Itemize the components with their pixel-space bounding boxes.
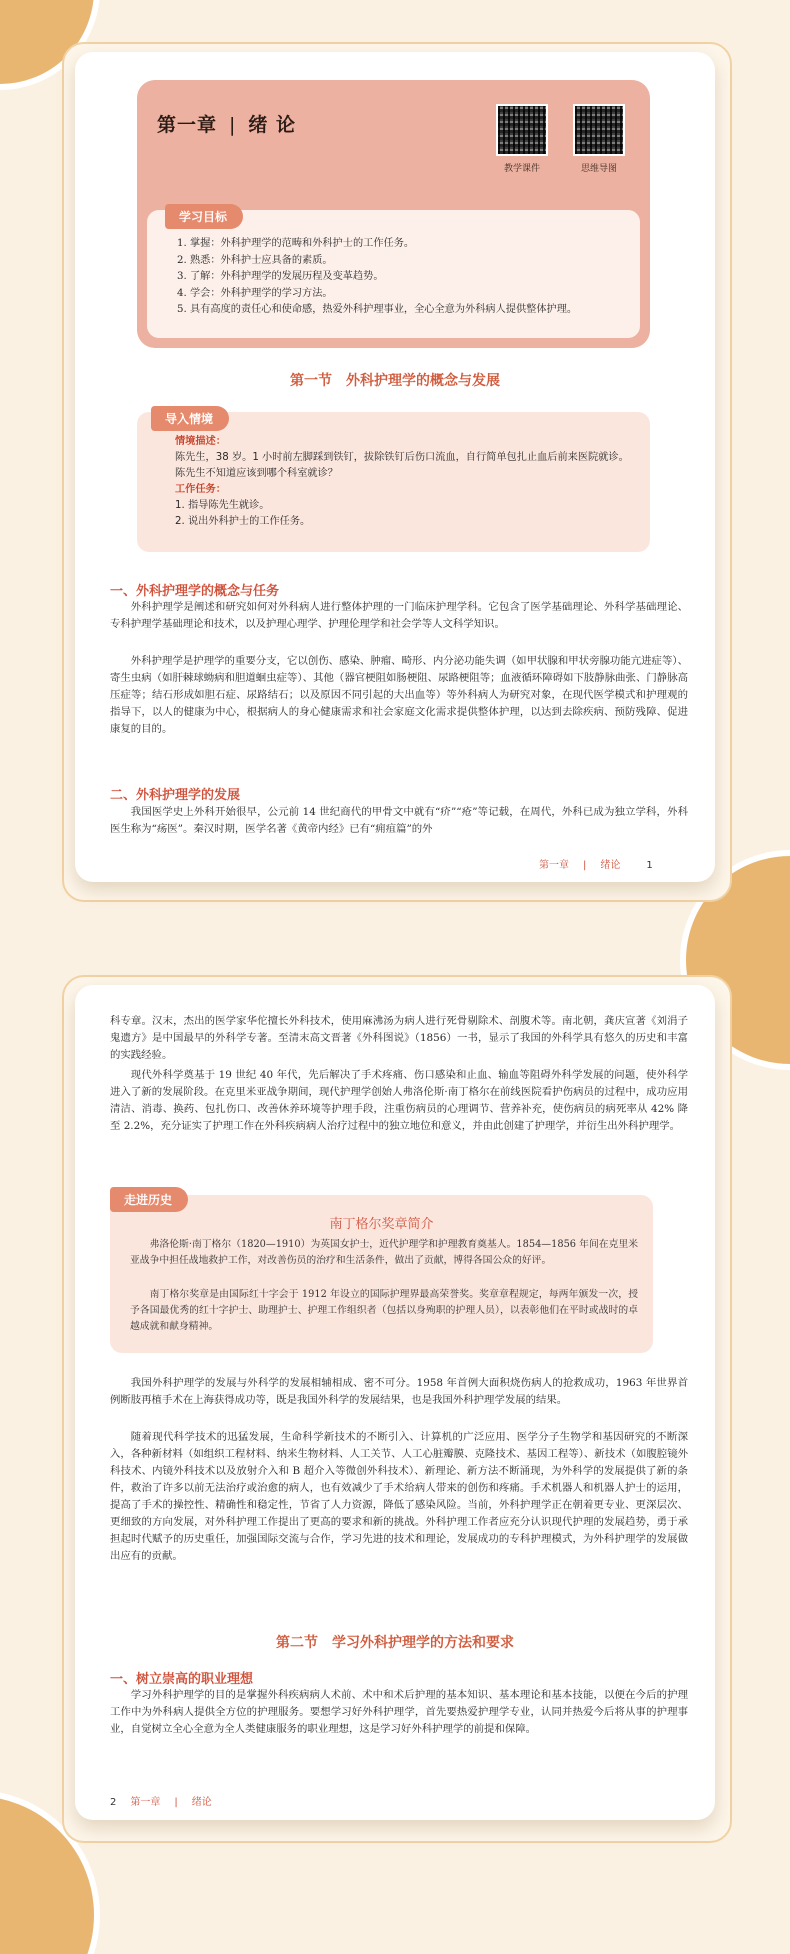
learning-objectives-tag: 学习目标 (165, 204, 243, 229)
chapter-title (157, 110, 296, 137)
scenario-text: 陈先生，38 岁。1 小时前左脚踩到铁钉，拔除铁钉后伤口流血，自行简单包扎止血后前来医院就诊。陈先生不知道应该到哪个科室就诊？ (175, 452, 629, 479)
page-number: 2 (110, 1797, 117, 1808)
footer-chapter: 第一章 (539, 860, 569, 871)
footer-title: 绪论 (600, 860, 621, 871)
footer-chapter: 第一章 (130, 1797, 161, 1808)
objective-item: 5. 具有高度的责任心和使命感，热爱外科护理事业，全心全意为外科病人提供整体护理。 (177, 304, 578, 315)
paragraph: 随着现代科学技术的迅猛发展，生命科学新技术的不断引入、计算机的广泛应用、医学分子生物学和基因研究的不断深入，各种新材料（如组织工程材料、纳米生物材料、人工关节、人工心脏瓣膜、克隆技术、基因工程等）、新技术（如腹腔镜外科技术、内镜外科技术以及放射介入和 B 超介入等微创外科技术）、新理论、新方法不断涌现，为外科学的发展提供了新的条件，救治了许多以前无法治疗或治愈的病人，也有效减少了手术给病人带来的创伤和疼痛。手术机器人和机器人护士的运用，提高了手术的操控性、精确性和稳定性，节省了人力资源，降低了感染风险。当前，外科护理学正在朝着更专业、更深层次、更细致的方向发展，对外科护理工作提出了更高的要求和新的挑战。外科护理工作者应充分认识现代护理的发展趋势，勇于承担起时代赋予的历史重任，加强国际交流与合作，学习先进的技术和理论，发展成功的专科护理模式，为外科护理学的发展做出应有的贡献。 (110, 1431, 688, 1562)
learning-objectives-box (147, 210, 640, 338)
qr-mind-map[interactable] (569, 104, 629, 174)
qr-label: 思维导图 (580, 164, 617, 174)
qr-label: 教学课件 (503, 164, 540, 174)
section-title: 第二节 学习外科护理学的方法和要求 (276, 1635, 514, 1651)
heading-development: 二、外科护理学的发展 (110, 788, 241, 803)
chapter-name: 绪 论 (248, 114, 297, 136)
footer-separator: | (174, 1797, 178, 1808)
history-tag: 走进历史 (110, 1187, 188, 1212)
paragraph: 现代外科学奠基于 19 世纪 40 年代，先后解决了手术疼痛、伤口感染和止血、输血等阻碍外科学发展的问题，使外科学进入了新的发展阶段。在克里米亚战争期间，现代护理学创始人弗洛伦斯·南丁格尔在前线医院看护伤病员的过程中，成功应用清洁、消毒、换药、包扎伤口、改善休养环境等护理手段，注重伤病员的心理调节、营养补充，使伤病员的病死率从 42% 降至 2.2%，充分证实了护理工作在外科疾病病人治疗过程中的独立地位和意义，并由此创建了护理学，并衍生出外科护理学。 (110, 1069, 688, 1132)
chapter-number: 第一章 (157, 114, 218, 136)
paragraph: 科专章。汉末，杰出的医学家华佗擅长外科技术，使用麻沸汤为病人进行死骨剔除术、剖腹术等。南北朝，龚庆宣著《刘涓子鬼遗方》是中国最早的外科学专著。至清末高文晋著《外科图说》（1856）一书，显示了我国的外科学具有悠久的历史和丰富的实践经验。 (110, 1015, 688, 1061)
history-title: 南丁格尔奖章简介 (329, 1217, 434, 1232)
paragraph: 外科护理学是阐述和研究如何对外科病人进行整体护理的一门临床护理学科。它包含了医学基础理论、外科学基础理论、专科护理学基础理论和技术，以及护理心理学、护理伦理学和社会学等人文科学知识。 (110, 601, 688, 630)
history-text: 弗洛伦斯·南丁格尔（1820—1910）为英国女护士，近代护理学和护理教育奠基人。1854—1856 年间在克里米亚战争中担任战地救护工作，对改善伤员的治疗和生活条件，做出了贡献，博得各国公众的好评。 (130, 1239, 638, 1266)
chapter-header (137, 80, 650, 348)
objective-item: 1. 掌握：外科护理学的范畴和外科护士的工作任务。 (177, 238, 415, 249)
scenario-label: 情境描述： (175, 436, 226, 447)
objective-item: 2. 熟悉：外科护士应具备的素质。 (177, 254, 333, 266)
objectives-list (177, 236, 577, 319)
objective-item: 3. 了解：外科护理学的发展历程及变革趋势。 (177, 271, 384, 282)
section-title: 第一节 外科护理学的概念与发展 (290, 373, 500, 389)
qr-code-icon (496, 104, 548, 156)
page-number: 1 (646, 860, 653, 871)
intro-content (175, 434, 635, 530)
qr-code-icon (573, 104, 625, 156)
history-text: 南丁格尔奖章是由国际红十字会于 1912 年设立的国际护理界最高荣誉奖。奖章章程规定，每两年颁发一次，授予各国最优秀的红十字护士、助理护士、护理工作组织者（包括以身殉职的护理人员），以表彰他们在平时或战时的卓越成就和献身精神。 (130, 1289, 638, 1332)
task-item: 2. 说出外科护士的工作任务。 (175, 516, 311, 527)
footer-separator: | (583, 860, 587, 871)
page-2 (75, 985, 715, 1820)
chapter-separator: | (229, 114, 237, 136)
objective-item: 4. 学会：外科护理学的学习方法。 (177, 287, 333, 299)
heading-career-ideal: 一、树立崇高的职业理想 (110, 1672, 254, 1687)
footer-title: 绪论 (191, 1797, 212, 1808)
page-1 (75, 52, 715, 882)
task-item: 1. 指导陈先生就诊。 (175, 500, 270, 511)
heading-concept-and-tasks: 一、外科护理学的概念与任务 (110, 584, 280, 599)
page-footer (539, 856, 653, 871)
task-label: 工作任务： (175, 484, 226, 495)
intro-scenario-box (137, 412, 650, 552)
paragraph: 学习外科护理学的目的是掌握外科疾病病人术前、术中和术后护理的基本知识、基本理论和基本技能，以便在今后的护理工作中为外科病人提供全方位的护理服务。要想学习好外科护理学，首先要热爱护理学专业，认同并热爱今后将从事的护理事业，自觉树立全心全意为全人类健康服务的职业理想，这是学习好外科护理学的前提和保障。 (110, 1689, 688, 1735)
page-footer (110, 1793, 212, 1808)
paragraph: 外科护理学是护理学的重要分支，它以创伤、感染、肿瘤、畸形、内分泌功能失调（如甲状腺和甲状旁腺功能亢进症等）、寄生虫病（如肝棘球蚴病和胆道蛔虫症等）、其他（器官梗阻如肠梗阻、尿路梗阻等；血液循环障碍如下肢静脉曲张、门静脉高压症等；结石形成如胆石症、尿路结石；以及原因不同引起的大出血等）等外科病人为研究对象，在现代医学模式和护理观的指导下，以人的健康为中心，根据病人的身心健康需求和社会家庭文化需求提供整体护理，以达到去除疾病、预防残障、促进康复的目的。 (110, 655, 688, 735)
qr-teaching-courseware[interactable] (492, 104, 552, 174)
paragraph: 我国外科护理学的发展与外科学的发展相辅相成、密不可分。1958 年首例大面积烧伤病人的抢救成功，1963 年世界首例断肢再植手术在上海获得成功等，既是我国外科学的发展结果，也是我国外科护理学发展的结果。 (110, 1377, 688, 1406)
history-box (110, 1195, 653, 1353)
intro-scenario-tag: 导入情境 (151, 406, 229, 431)
paragraph: 我国医学史上外科开始很早，公元前 14 世纪商代的甲骨文中就有“疥”“疮”等记载，在周代，外科已成为独立学科，外科医生称为“疡医”。秦汉时期，医学名著《黄帝内经》已有“痈疽篇”的外 (110, 806, 688, 835)
